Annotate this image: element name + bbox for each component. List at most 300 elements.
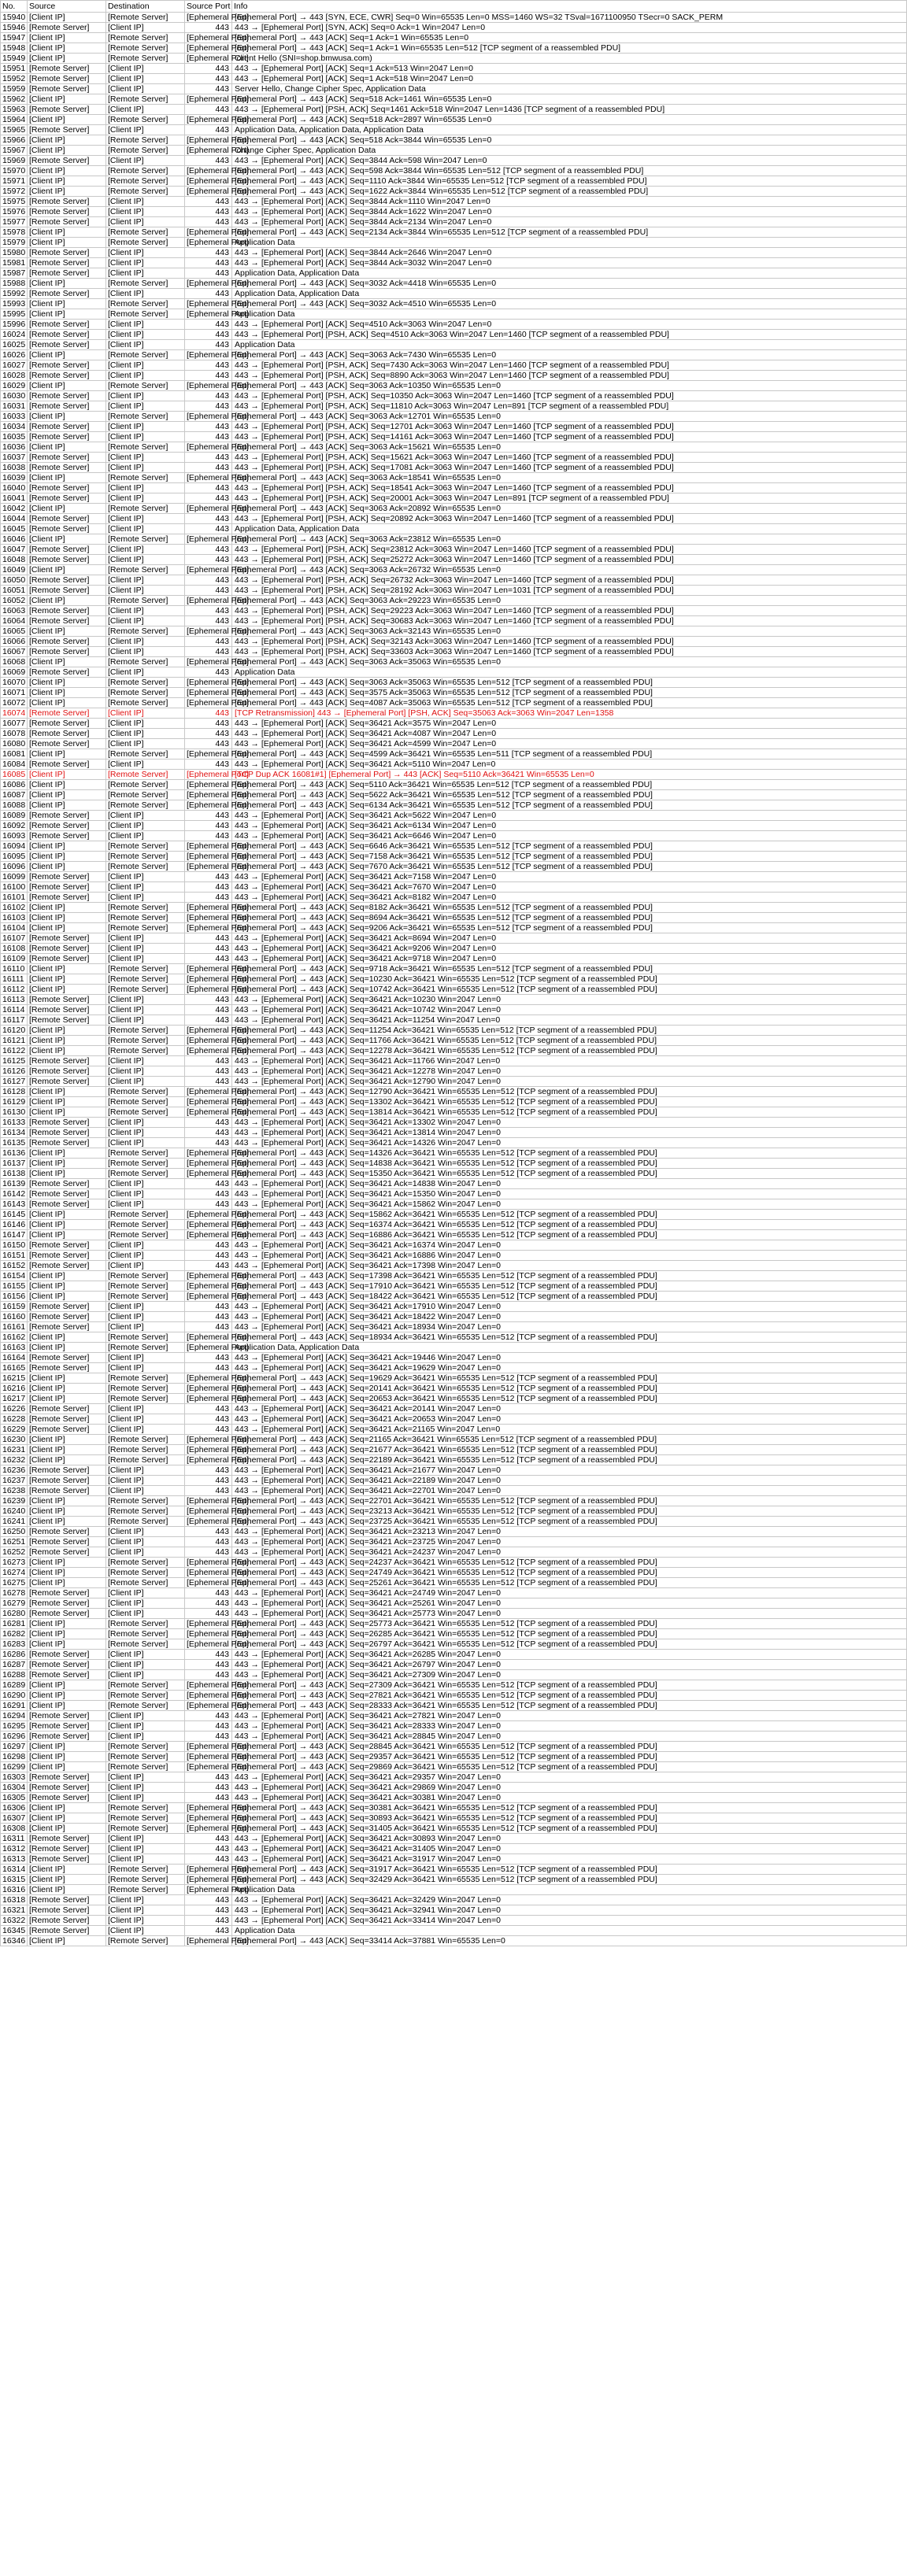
packet-row[interactable] [1, 504, 907, 514]
packet-row[interactable] [1, 555, 907, 565]
packet-row[interactable] [1, 1169, 907, 1179]
packet-number-cell: 16114 [1, 1005, 28, 1015]
packet-number-cell: 16294 [1, 1711, 28, 1721]
packet-row[interactable] [1, 637, 907, 647]
packet-row[interactable] [1, 187, 907, 197]
packet-row[interactable] [1, 1762, 907, 1772]
packet-row[interactable] [1, 1005, 907, 1015]
packet-number-cell: 16159 [1, 1302, 28, 1312]
packet-row[interactable] [1, 1711, 907, 1721]
packet-info-cell: 443 → [Ephemeral Port] [ACK] Seq=4510 Ack=3063 Win=2047 Len=0 [232, 320, 907, 330]
packet-info-cell: [Ephemeral Port] → 443 [ACK] Seq=32429 Ack=36421 Win=65535 Len=512 [TCP segment of a reassembled PDU] [232, 1875, 907, 1885]
packet-row[interactable] [1, 1056, 907, 1066]
packet-row[interactable] [1, 1271, 907, 1281]
packet-source-cell: [Remote Server] [28, 197, 106, 207]
packet-row[interactable] [1, 1854, 907, 1865]
packet-number-cell: 16303 [1, 1772, 28, 1783]
packet-destination-cell: [Client IP] [106, 1138, 185, 1148]
packet-number-cell: 16164 [1, 1353, 28, 1363]
packet-row[interactable] [1, 1435, 907, 1445]
packet-row[interactable] [1, 790, 907, 800]
packet-row[interactable] [1, 64, 907, 74]
packet-destination-cell: [Remote Server] [106, 309, 185, 320]
packet-destination-cell: [Remote Server] [106, 1936, 185, 1946]
packet-row[interactable] [1, 852, 907, 862]
packet-info-cell: [Ephemeral Port] → 443 [ACK] Seq=30893 Ack=36421 Win=65535 Len=512 [TCP segment of a reassembled PDU] [232, 1813, 907, 1824]
packet-row[interactable] [1, 207, 907, 217]
packet-destination-cell: [Remote Server] [106, 790, 185, 800]
packet-row[interactable] [1, 1077, 907, 1087]
packet-destination-cell: [Client IP] [106, 74, 185, 84]
packet-row[interactable] [1, 217, 907, 227]
packet-number-cell: 16135 [1, 1138, 28, 1148]
packet-row[interactable] [1, 43, 907, 54]
packet-source-port-cell: [Ephemeral Port] [185, 1742, 232, 1752]
packet-row[interactable] [1, 299, 907, 309]
packet-row[interactable] [1, 1128, 907, 1138]
packet-row[interactable] [1, 1230, 907, 1240]
packet-row[interactable] [1, 545, 907, 555]
packet-row[interactable] [1, 698, 907, 708]
packet-row[interactable] [1, 1803, 907, 1813]
packet-source-port-cell: [Ephemeral Port] [185, 698, 232, 708]
packet-row[interactable] [1, 708, 907, 719]
packet-source-cell: [Client IP] [28, 146, 106, 156]
packet-row[interactable] [1, 289, 907, 299]
packet-row[interactable] [1, 33, 907, 43]
packet-source-cell: [Client IP] [28, 1455, 106, 1465]
packet-row[interactable] [1, 1414, 907, 1425]
packet-source-cell: [Client IP] [28, 1087, 106, 1097]
packet-row[interactable] [1, 913, 907, 923]
packet-row[interactable] [1, 606, 907, 616]
packet-row[interactable] [1, 463, 907, 473]
packet-number-cell: 16297 [1, 1742, 28, 1752]
packet-number-cell: 16280 [1, 1609, 28, 1619]
packet-row[interactable] [1, 1097, 907, 1107]
packet-row[interactable] [1, 1148, 907, 1159]
packet-row[interactable] [1, 493, 907, 504]
packet-row[interactable] [1, 1394, 907, 1404]
packet-row[interactable] [1, 647, 907, 657]
packet-row[interactable] [1, 1476, 907, 1486]
packet-row[interactable] [1, 1373, 907, 1384]
packet-row[interactable] [1, 1292, 907, 1302]
packet-row[interactable] [1, 391, 907, 401]
packet-row[interactable] [1, 1742, 907, 1752]
packet-row[interactable] [1, 1670, 907, 1680]
packet-row[interactable] [1, 1465, 907, 1476]
packet-number-cell: 16044 [1, 514, 28, 524]
packet-row[interactable] [1, 115, 907, 125]
packet-row[interactable] [1, 483, 907, 493]
packet-destination-cell: [Client IP] [106, 821, 185, 831]
packet-row[interactable] [1, 166, 907, 176]
packet-row[interactable] [1, 739, 907, 749]
packet-row[interactable] [1, 1926, 907, 1936]
packet-row[interactable] [1, 1895, 907, 1905]
packet-row[interactable] [1, 1312, 907, 1322]
packet-row[interactable] [1, 800, 907, 811]
packet-row[interactable] [1, 473, 907, 483]
packet-row[interactable] [1, 1332, 907, 1343]
packet-number-cell: 15978 [1, 227, 28, 238]
packet-row[interactable] [1, 442, 907, 453]
packet-row[interactable] [1, 1844, 907, 1854]
packet-number-cell: 16321 [1, 1905, 28, 1916]
packet-row[interactable] [1, 1118, 907, 1128]
packet-source-port-cell: [Ephemeral Port] [185, 135, 232, 146]
packet-row[interactable] [1, 1558, 907, 1568]
packet-row[interactable] [1, 360, 907, 371]
packet-source-cell: [Remote Server] [28, 1179, 106, 1189]
packet-row[interactable] [1, 1199, 907, 1210]
packet-row[interactable] [1, 146, 907, 156]
packet-row[interactable] [1, 412, 907, 422]
packet-row[interactable] [1, 1026, 907, 1036]
packet-source-cell: [Remote Server] [28, 23, 106, 33]
packet-source-port-cell: 443 [185, 1844, 232, 1854]
packet-row[interactable] [1, 514, 907, 524]
packet-row[interactable] [1, 831, 907, 841]
packet-row[interactable] [1, 1813, 907, 1824]
packet-row[interactable] [1, 882, 907, 893]
packet-source-port-cell: [Ephemeral Port] [185, 381, 232, 391]
packet-number-cell: 16215 [1, 1373, 28, 1384]
packet-row[interactable] [1, 1322, 907, 1332]
packet-source-port-cell: 443 [185, 555, 232, 565]
packet-row[interactable] [1, 13, 907, 23]
packet-source-cell: [Remote Server] [28, 1486, 106, 1496]
packet-row[interactable] [1, 1752, 907, 1762]
packet-row[interactable] [1, 1455, 907, 1465]
packet-row[interactable] [1, 862, 907, 872]
packet-destination-cell: [Remote Server] [106, 412, 185, 422]
packet-number-cell: 16030 [1, 391, 28, 401]
packet-row[interactable] [1, 1046, 907, 1056]
packet-row[interactable] [1, 176, 907, 187]
packet-destination-cell: [Client IP] [106, 1670, 185, 1680]
packet-info-cell: [Ephemeral Port] → 443 [ACK] Seq=1622 Ack=3844 Win=65535 Len=512 [TCP segment of a reassembled PDU] [232, 187, 907, 197]
packet-row[interactable] [1, 1793, 907, 1803]
packet-row[interactable] [1, 1772, 907, 1783]
packet-info-cell: 443 → [Ephemeral Port] [PSH, ACK] Seq=15621 Ack=3063 Win=2047 Len=1460 [TCP segment of a reassembled PDU] [232, 453, 907, 463]
packet-destination-cell: [Remote Server] [106, 1271, 185, 1281]
packet-row[interactable] [1, 125, 907, 135]
packet-source-cell: [Client IP] [28, 1435, 106, 1445]
packet-row[interactable] [1, 1660, 907, 1670]
packet-row[interactable] [1, 1885, 907, 1895]
packet-source-cell: [Client IP] [28, 1373, 106, 1384]
packet-row[interactable] [1, 616, 907, 626]
packet-row[interactable] [1, 575, 907, 586]
packet-info-cell: [Ephemeral Port] → 443 [ACK] Seq=3063 Ack=15621 Win=65535 Len=0 [232, 442, 907, 453]
packet-row[interactable] [1, 1302, 907, 1312]
packet-number-cell: 16110 [1, 964, 28, 974]
column-header-source[interactable]: Source [28, 1, 106, 13]
packet-info-cell: 443 → [Ephemeral Port] [ACK] Seq=36421 Ack=9718 Win=2047 Len=0 [232, 954, 907, 964]
packet-row[interactable] [1, 964, 907, 974]
packet-row[interactable] [1, 238, 907, 248]
packet-source-cell: [Remote Server] [28, 667, 106, 678]
packet-destination-cell: [Remote Server] [106, 1639, 185, 1650]
packet-number-cell: 16137 [1, 1159, 28, 1169]
packet-info-cell: [Ephemeral Port] → 443 [ACK] Seq=11766 Ack=36421 Win=65535 Len=512 [TCP segment of a reassembled PDU] [232, 1036, 907, 1046]
packet-row[interactable] [1, 780, 907, 790]
packet-source-port-cell: [Ephemeral Port] [185, 187, 232, 197]
packet-row[interactable] [1, 1179, 907, 1189]
packet-info-cell: [Ephemeral Port] → 443 [ACK] Seq=22701 Ack=36421 Win=65535 Len=512 [TCP segment of a reassembled PDU] [232, 1496, 907, 1506]
packet-row[interactable] [1, 268, 907, 279]
packet-row[interactable] [1, 1343, 907, 1353]
packet-info-cell: [Ephemeral Port] → 443 [ACK] Seq=3063 Ack=20892 Win=65535 Len=0 [232, 504, 907, 514]
packet-row[interactable] [1, 54, 907, 64]
packet-destination-cell: [Client IP] [106, 1056, 185, 1066]
packet-row[interactable] [1, 944, 907, 954]
packet-source-port-cell: [Ephemeral Port] [185, 565, 232, 575]
packet-source-port-cell: [Ephemeral Port] [185, 1680, 232, 1691]
packet-row[interactable] [1, 1517, 907, 1527]
packet-source-port-cell: 443 [185, 954, 232, 964]
packet-row[interactable] [1, 974, 907, 985]
packet-info-cell: 443 → [Ephemeral Port] [ACK] Seq=3844 Ack=598 Win=2047 Len=0 [232, 156, 907, 166]
packet-info-cell: 443 → [Ephemeral Port] [ACK] Seq=36421 Ack=27309 Win=2047 Len=0 [232, 1670, 907, 1680]
packet-row[interactable] [1, 534, 907, 545]
packet-row[interactable] [1, 1629, 907, 1639]
packet-row[interactable] [1, 23, 907, 33]
packet-row[interactable] [1, 1609, 907, 1619]
column-header-source-port[interactable]: Source Port [185, 1, 232, 13]
packet-row[interactable] [1, 135, 907, 146]
packet-row[interactable] [1, 320, 907, 330]
packet-source-cell: [Remote Server] [28, 719, 106, 729]
packet-source-port-cell: 443 [185, 1721, 232, 1732]
packet-row[interactable] [1, 1159, 907, 1169]
packet-row[interactable] [1, 371, 907, 381]
packet-destination-cell: [Remote Server] [106, 1496, 185, 1506]
packet-row[interactable] [1, 1721, 907, 1732]
packet-number-cell: 16033 [1, 412, 28, 422]
packet-source-port-cell: [Ephemeral Port] [185, 1865, 232, 1875]
packet-row[interactable] [1, 688, 907, 698]
packet-source-cell: [Remote Server] [28, 1261, 106, 1271]
packet-row[interactable] [1, 1210, 907, 1220]
packet-row[interactable] [1, 1547, 907, 1558]
packet-destination-cell: [Client IP] [106, 555, 185, 565]
packet-source-port-cell: [Ephemeral Port] [185, 596, 232, 606]
packet-row[interactable] [1, 1936, 907, 1946]
packet-destination-cell: [Client IP] [106, 493, 185, 504]
column-header-info[interactable]: Info [232, 1, 907, 13]
packet-row[interactable] [1, 1066, 907, 1077]
packet-row[interactable] [1, 893, 907, 903]
packet-row[interactable] [1, 105, 907, 115]
packet-row[interactable] [1, 1588, 907, 1598]
packet-row[interactable] [1, 1875, 907, 1885]
packet-source-port-cell: [Ephemeral Port] [185, 1210, 232, 1220]
packet-number-cell: 16065 [1, 626, 28, 637]
packet-info-cell: 443 → [Ephemeral Port] [ACK] Seq=36421 Ack=28845 Win=2047 Len=0 [232, 1732, 907, 1742]
packet-row[interactable] [1, 759, 907, 770]
packet-row[interactable] [1, 1384, 907, 1394]
packet-row[interactable] [1, 309, 907, 320]
packet-row[interactable] [1, 381, 907, 391]
packet-info-cell: 443 → [Ephemeral Port] [PSH, ACK] Seq=25272 Ack=3063 Win=2047 Len=1460 [TCP segment of a reassembled PDU] [232, 555, 907, 565]
packet-row[interactable] [1, 995, 907, 1005]
packet-number-cell: 15996 [1, 320, 28, 330]
packet-row[interactable] [1, 1732, 907, 1742]
packet-row[interactable] [1, 1353, 907, 1363]
packet-row[interactable] [1, 1425, 907, 1435]
packet-row[interactable] [1, 678, 907, 688]
packet-row[interactable] [1, 1281, 907, 1292]
packet-row[interactable] [1, 1783, 907, 1793]
packet-number-cell: 16077 [1, 719, 28, 729]
packet-row[interactable] [1, 330, 907, 340]
packet-row[interactable] [1, 1905, 907, 1916]
packet-row[interactable] [1, 903, 907, 913]
packet-destination-cell: [Remote Server] [106, 749, 185, 759]
packet-row[interactable] [1, 770, 907, 780]
packet-row[interactable] [1, 872, 907, 882]
packet-row[interactable] [1, 1107, 907, 1118]
column-header-no[interactable]: No. [1, 1, 28, 13]
packet-row[interactable] [1, 227, 907, 238]
packet-source-port-cell: [Ephemeral Port] [185, 1619, 232, 1629]
packet-number-cell: 16066 [1, 637, 28, 647]
packet-row[interactable] [1, 1363, 907, 1373]
packet-row[interactable] [1, 1036, 907, 1046]
packet-row[interactable] [1, 1578, 907, 1588]
packet-info-cell: 443 → [Ephemeral Port] [ACK] Seq=36421 Ack=19446 Win=2047 Len=0 [232, 1353, 907, 1363]
packet-row[interactable] [1, 1189, 907, 1199]
packet-row[interactable] [1, 258, 907, 268]
packet-source-cell: [Client IP] [28, 412, 106, 422]
packet-source-cell: [Remote Server] [28, 360, 106, 371]
packet-row[interactable] [1, 586, 907, 596]
packet-row[interactable] [1, 1701, 907, 1711]
packet-row[interactable] [1, 933, 907, 944]
packet-row[interactable] [1, 422, 907, 432]
packet-row[interactable] [1, 719, 907, 729]
packet-row[interactable] [1, 84, 907, 94]
packet-row[interactable] [1, 432, 907, 442]
packet-row[interactable] [1, 1496, 907, 1506]
packet-source-port-cell: 443 [185, 330, 232, 340]
packet-row[interactable] [1, 453, 907, 463]
packet-row[interactable] [1, 1598, 907, 1609]
packet-row[interactable] [1, 156, 907, 166]
packet-row[interactable] [1, 74, 907, 84]
packet-row[interactable] [1, 657, 907, 667]
packet-row[interactable] [1, 1240, 907, 1251]
column-header-destination[interactable]: Destination [106, 1, 185, 13]
packet-row[interactable] [1, 596, 907, 606]
packet-destination-cell: [Client IP] [106, 729, 185, 739]
packet-row[interactable] [1, 1087, 907, 1097]
packet-source-port-cell: 443 [185, 1005, 232, 1015]
packet-row[interactable] [1, 1691, 907, 1701]
packet-source-port-cell: 443 [185, 831, 232, 841]
packet-row[interactable] [1, 248, 907, 258]
packet-source-cell: [Client IP] [28, 504, 106, 514]
packet-row[interactable] [1, 749, 907, 759]
packet-row[interactable] [1, 1619, 907, 1629]
packet-source-cell: [Remote Server] [28, 1138, 106, 1148]
packet-row[interactable] [1, 1527, 907, 1537]
packet-destination-cell: [Remote Server] [106, 1875, 185, 1885]
packet-info-cell: 443 → [Ephemeral Port] [ACK] Seq=36421 Ack=15862 Win=2047 Len=0 [232, 1199, 907, 1210]
packet-source-cell: [Client IP] [28, 1568, 106, 1578]
packet-row[interactable] [1, 1404, 907, 1414]
packet-number-cell: 16318 [1, 1895, 28, 1905]
packet-row[interactable] [1, 1680, 907, 1691]
packet-row[interactable] [1, 626, 907, 637]
packet-row[interactable] [1, 1506, 907, 1517]
packet-destination-cell: [Remote Server] [106, 770, 185, 780]
packet-row[interactable] [1, 729, 907, 739]
packet-row[interactable] [1, 1445, 907, 1455]
packet-source-cell: [Client IP] [28, 688, 106, 698]
packet-destination-cell: [Client IP] [106, 1486, 185, 1496]
packet-row[interactable] [1, 197, 907, 207]
packet-row[interactable] [1, 1138, 907, 1148]
packet-row[interactable] [1, 1650, 907, 1660]
packet-row[interactable] [1, 1486, 907, 1496]
packet-row[interactable] [1, 821, 907, 831]
packet-row[interactable] [1, 1261, 907, 1271]
packet-row[interactable] [1, 565, 907, 575]
packet-row[interactable] [1, 1251, 907, 1261]
packet-row[interactable] [1, 1015, 907, 1026]
packet-row[interactable] [1, 811, 907, 821]
packet-row[interactable] [1, 1916, 907, 1926]
packet-number-cell: 16101 [1, 893, 28, 903]
packet-info-cell: [Ephemeral Port] → 443 [ACK] Seq=3032 Ack=4510 Win=65535 Len=0 [232, 299, 907, 309]
packet-destination-cell: [Client IP] [106, 1404, 185, 1414]
packet-info-cell: 443 → [Ephemeral Port] [PSH, ACK] Seq=14161 Ack=3063 Win=2047 Len=1460 [TCP segment of a reassembled PDU] [232, 432, 907, 442]
packet-number-cell: 16161 [1, 1322, 28, 1332]
packet-source-port-cell: [Ephemeral Port] [185, 115, 232, 125]
packet-row[interactable] [1, 1639, 907, 1650]
packet-row[interactable] [1, 667, 907, 678]
packet-row[interactable] [1, 524, 907, 534]
packet-row[interactable] [1, 841, 907, 852]
packet-row[interactable] [1, 954, 907, 964]
packet-row[interactable] [1, 1220, 907, 1230]
packet-row[interactable] [1, 1834, 907, 1844]
packet-row[interactable] [1, 350, 907, 360]
packet-number-cell: 16152 [1, 1261, 28, 1271]
packet-row[interactable] [1, 1568, 907, 1578]
packet-row[interactable] [1, 401, 907, 412]
packet-row[interactable] [1, 340, 907, 350]
packet-info-cell: 443 → [Ephemeral Port] [PSH, ACK] Seq=29223 Ack=3063 Win=2047 Len=1460 [TCP segment of a reassembled PDU] [232, 606, 907, 616]
packet-row[interactable] [1, 923, 907, 933]
packet-row[interactable] [1, 94, 907, 105]
packet-row[interactable] [1, 279, 907, 289]
packet-info-cell: 443 → [Ephemeral Port] [ACK] Seq=36421 Ack=14326 Win=2047 Len=0 [232, 1138, 907, 1148]
packet-row[interactable] [1, 1537, 907, 1547]
packet-row[interactable] [1, 1865, 907, 1875]
packet-row[interactable] [1, 985, 907, 995]
packet-number-cell: 16049 [1, 565, 28, 575]
packet-source-cell: [Remote Server] [28, 320, 106, 330]
packet-number-cell: 16063 [1, 606, 28, 616]
packet-info-cell: 443 → [Ephemeral Port] [ACK] Seq=36421 Ack=25773 Win=2047 Len=0 [232, 1609, 907, 1619]
packet-row[interactable] [1, 1824, 907, 1834]
packet-number-cell: 16241 [1, 1517, 28, 1527]
